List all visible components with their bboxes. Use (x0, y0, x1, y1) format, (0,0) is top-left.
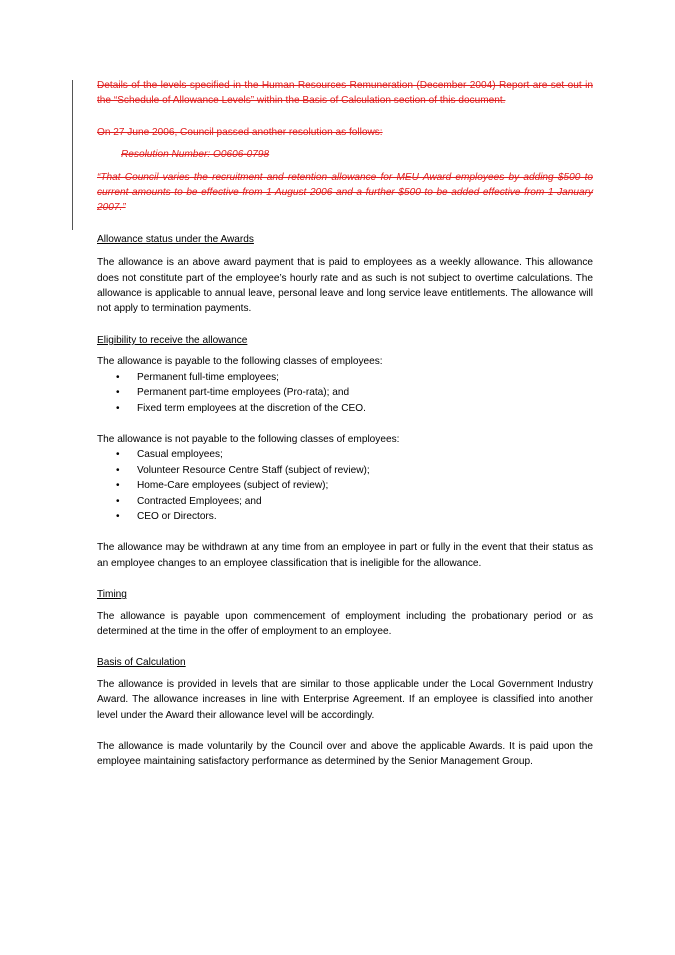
list-not-payable (97, 447, 593, 524)
paragraph-withdrawn: The allowance may be withdrawn at any time from an employee in part or fully in the event that their status as an employee changes to an employee classification that is ineligible for the allowance. (97, 542, 593, 569)
list-item: • Home-Care employees (subject of review); (97, 478, 593, 493)
paragraph-timing: The allowance is payable upon commencement of employment including the probationary period or as determined at the time in the offer of employment to an employee. (97, 610, 593, 637)
list-item: • Casual employees; (97, 447, 593, 462)
paragraph-basis-levels: The allowance is provided in levels that are similar to those applicable under the Local Government Industry Award. The allowance increases in line with Enterprise Agreement. If an employee is classified into another level under the Award their allowance level will be accordingly. (97, 678, 593, 721)
list-payable (97, 370, 593, 416)
paragraph-payable-intro: The allowance is payable to the following classes of employees: (97, 356, 383, 368)
list-item: • Contracted Employees; and (97, 494, 593, 509)
list-item: • Permanent part-time employees (Pro-rata); and (97, 385, 593, 400)
deleted-paragraph-resolution-intro: On 27 June 2006, Council passed another resolution as follows: (97, 126, 383, 138)
deleted-resolution-quote: “That Council varies the recruitment and retention allowance for MEU Award employees by adding $500 to current amounts to be effective from 1 August 2006 and a further $500 to be added effective from 1 January 2007.” (97, 171, 593, 214)
document-page (97, 78, 593, 770)
change-bar (72, 80, 73, 230)
heading-basis: Basis of Calculation (97, 657, 186, 669)
list-item: • CEO or Directors. (97, 509, 593, 524)
heading-allowance-status: Allowance status under the Awards (97, 233, 254, 245)
list-item: • Volunteer Resource Centre Staff (subject of review); (97, 463, 593, 478)
paragraph-not-payable-intro: The allowance is not payable to the following classes of employees: (97, 433, 400, 445)
deleted-resolution-number: Resolution Number: O0606-0798 (121, 149, 270, 161)
list-item: • Permanent full-time employees; (97, 370, 593, 385)
deleted-paragraph-levels: Details of the levels specified in the Human Resources Remuneration (December 2004) Report are set out in the “Schedule of Allowance Levels” within the Basis of Calculation section of this document. (97, 80, 593, 107)
heading-eligibility: Eligibility to receive the allowance (97, 334, 248, 346)
paragraph-basis-voluntary: The allowance is made voluntarily by the Council over and above the applicable Awards. It is paid upon the employee maintaining satisfactory performance as determined by the Senior Management Group. (97, 741, 593, 768)
list-item: • Fixed term employees at the discretion of the CEO. (97, 401, 593, 416)
paragraph-allowance-status: The allowance is an above award payment that is paid to employees as a weekly allowance. This allowance does not constitute part of the employee’s hourly rate and as such is not subject to overtime calculations. The allowance is applicable to annual leave, personal leave and long service leave entitlements. The allowance will not apply to termination payments. (97, 257, 593, 315)
heading-timing: Timing (97, 589, 127, 601)
